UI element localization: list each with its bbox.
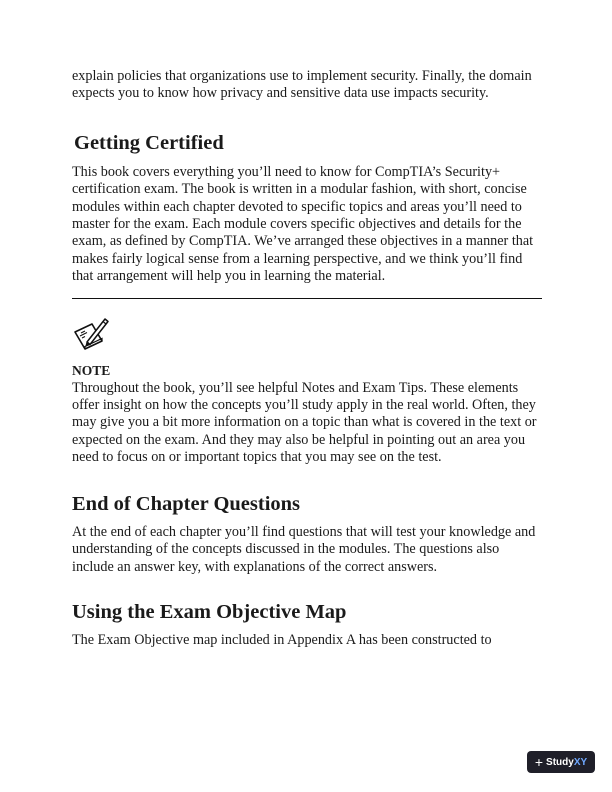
- studyxy-badge[interactable]: [527, 751, 595, 773]
- note-paragraph: Throughout the book, you’ll see helpful Notes and Exam Tips. These elements offer insight on how the concepts you’ll study apply in the real world. Often, they may give you a bit more information on a topic than what is covered in the text or expected on the exam. And they may also be helpful in pointing out an area you need to focus on or important topics that you may see on the test.: [72, 379, 537, 466]
- plus-icon: +: [534, 754, 544, 770]
- heading-getting-certified: Getting Certified: [74, 131, 224, 154]
- badge-brand-main: Study: [546, 756, 574, 768]
- note-label: NOTE: [72, 362, 111, 378]
- intro-paragraph: explain policies that organizations use to implement security. Finally, the domain expects you to know how privacy and sensitive data use impacts security.: [72, 68, 532, 102]
- badge-brand-accent: XY: [573, 756, 588, 768]
- end-of-chapter-paragraph: At the end of each chapter you’ll find questions that will test your knowledge and understanding of the concepts discussed in the modules. The questions also include an answer key, with explanations of the correct answers.: [72, 523, 536, 575]
- getting-certified-paragraph: This book covers everything you’ll need to know for CompTIA’s Security+ certification exam. The book is written in a modular fashion, with short, concise modules within each chapter devoted to specific topics and areas you’ll need to master for the exam. Each module covers specific objectives and details for the exam, as defined by CompTIA. We’ve arranged these objectives in a manner that makes fairly logical sense from a learning perspective, and we think you’ll find that arrangement will help you in learning the material.: [72, 163, 534, 285]
- note-divider: [72, 298, 542, 299]
- heading-end-of-chapter: End of Chapter Questions: [72, 492, 301, 515]
- exam-map-paragraph: The Exam Objective map included in Appendix A has been constructed to: [72, 631, 492, 648]
- badge-brand: [546, 757, 587, 768]
- page-content: [72, 68, 542, 649]
- heading-exam-objective-map: Using the Exam Objective Map: [72, 600, 347, 623]
- note-pencil-icon: [72, 315, 110, 353]
